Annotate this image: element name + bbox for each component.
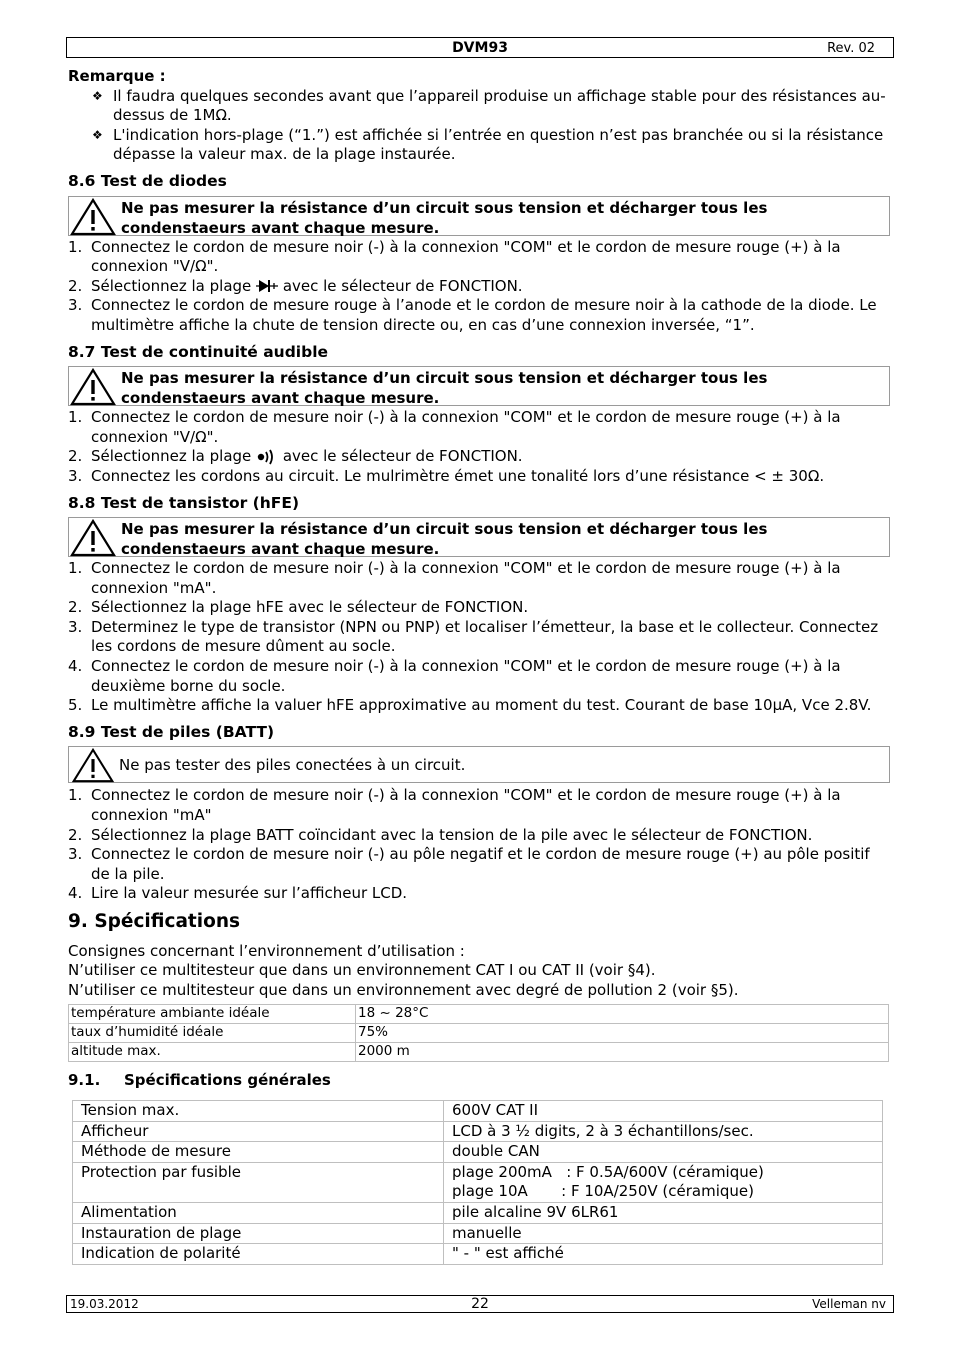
intro-line: N’utiliser ce multitesteur que dans un environnement CAT I ou CAT II (voir §4). [68, 961, 656, 980]
steps-list [68, 786, 890, 904]
warning-box [68, 517, 890, 557]
list-item: 4. Lire la valeur mesurée sur l’afficheur LCD. [68, 884, 408, 903]
table-row: Protection par fusible plage 200mA : F 0.5A/600V (céramique) plage 10A : F 10A/250V (céramique) [73, 1162, 883, 1202]
warning-box [68, 196, 890, 236]
list-item: 3. Determinez le type de transistor (NPN ou PNP) et localiser l’émetteur, la base et le collecteur. Connectez les cordons de mesure dûment au socle. [68, 617, 879, 656]
table-row: Afficheur LCD à 3 ½ digits, 2 à 3 échantillons/sec. [73, 1121, 883, 1142]
doc-title: DVM93 [452, 40, 508, 56]
remark-bullet: ❖ Il faudra quelques secondes avant que l’appareil produise un affichage stable pour des résistances au-dessus de 1MΩ. [92, 86, 886, 125]
table-row: altitude max. 2000 m [69, 1043, 889, 1062]
diamond-bullet-icon: ❖ [92, 88, 103, 103]
table-row: Instauration de plage manuelle [73, 1223, 883, 1244]
subsection-heading: 9.1. Spécifications générales [68, 1071, 331, 1090]
warning-box [68, 746, 890, 783]
page-header [66, 37, 894, 58]
table-row: Indication de polarité " - " est affiché [73, 1244, 883, 1265]
doc-revision: Rev. 02 [827, 41, 875, 56]
table-row: Tension max. 600V CAT II [73, 1100, 883, 1121]
warning-triangle-icon [69, 198, 117, 236]
remark-label: Remarque : [68, 67, 166, 85]
warning-triangle-icon [69, 519, 117, 557]
table-row: Méthode de mesure double CAN [73, 1142, 883, 1163]
warning-text: Ne pas mesurer la résistance d’un circuit sous tension et décharger tous les condenstaeurs avant chaque mesure. [121, 198, 768, 237]
list-item: 2. Sélectionnez la plage avec le sélecteur de FONCTION. [68, 276, 523, 295]
section-heading-transistor: 8.8 Test de tansistor (hFE) [68, 493, 300, 512]
list-item: 1. Connectez le cordon de mesure noir (-) à la connexion "COM" et le cordon de mesure rouge (+) à la connexion "V/Ω". [68, 237, 841, 276]
intro-line: Consignes concernant l’environnement d’utilisation : [68, 941, 465, 960]
list-item: 1. Connectez le cordon de mesure noir (-) à la connexion "COM" et le cordon de mesure rouge (+) à la connexion "mA" [68, 786, 841, 825]
page-number: 22 [471, 1296, 489, 1312]
list-item: 3. Connectez le cordon de mesure noir (-) au pôle negatif et le cordon de mesure rouge (+) au pôle positif de la pile. [68, 845, 870, 883]
diode-icon [256, 278, 278, 294]
section-heading-battery: 8.9 Test de piles (BATT) [68, 722, 275, 741]
environment-table [68, 1004, 889, 1062]
warning-box [68, 366, 890, 406]
buzzer-icon [256, 449, 278, 465]
page-content [68, 67, 890, 1265]
warning-text: Ne pas mesurer la résistance d’un circuit sous tension et décharger tous les condenstaeurs avant chaque mesure. [121, 520, 768, 559]
steps-list [68, 238, 890, 336]
section-heading-specifications: 9. Spécifications [68, 911, 241, 932]
specifications-table [72, 1100, 883, 1265]
diamond-bullet-icon: ❖ [92, 127, 103, 142]
list-item: 1. Connectez le cordon de mesure noir (-) à la connexion "COM" et le cordon de mesure rouge (+) à la connexion "V/Ω". [68, 408, 841, 446]
list-item: 2. Sélectionnez la plage hFE avec le sélecteur de FONCTION. [68, 598, 529, 617]
footer-company: Velleman nv [812, 1297, 886, 1311]
list-item: 3. Connectez le cordon de mesure rouge à l’anode et le cordon de mesure noir à la cathode de la diode. Le multimètre affiche la chute de tension directe ou, en cas d’une connexion inversée, “1”. [68, 296, 877, 334]
steps-list [68, 408, 890, 486]
warning-triangle-icon [69, 748, 117, 783]
list-item: 5. Le multimètre affiche la valuer hFE approximative au moment du test. Courant de base 10µA, Vce 2.8V. [68, 696, 872, 715]
list-item: 1. Connectez le cordon de mesure noir (-) à la connexion "COM" et le cordon de mesure rouge (+) à la connexion "mA". [68, 559, 841, 597]
steps-list [68, 559, 890, 716]
section-heading-continuity: 8.7 Test de continuité audible [68, 342, 329, 361]
table-row: Alimentation pile alcaline 9V 6LR61 [73, 1202, 883, 1223]
footer-date: 19.03.2012 [70, 1297, 139, 1311]
list-item: 4. Connectez le cordon de mesure noir (-) à la connexion "COM" et le cordon de mesure rouge (+) à la deuxième borne du socle. [68, 657, 841, 695]
remark-bullet: ❖ L'indication hors-plage (“1.”) est affichée si l’entrée en question n’est pas branchée ou si la résistance dépasse la valeur max. de la plage instaurée. [92, 125, 884, 164]
list-item: 3. Connectez les cordons au circuit. Le mulrimètre émet une tonalité lors d’une résistance < ± 30Ω. [68, 466, 825, 485]
warning-triangle-icon [69, 368, 117, 406]
list-item: 2. Sélectionnez la plage BATT coïncidant avec la tension de la pile avec le sélecteur de FONCTION. [68, 825, 813, 844]
page-footer [66, 1295, 894, 1313]
warning-text: Ne pas tester des piles conectées à un circuit. [119, 756, 466, 775]
warning-text: Ne pas mesurer la résistance d’un circuit sous tension et décharger tous les condenstaeurs avant chaque mesure. [121, 369, 768, 408]
table-row: température ambiante idéale 18 ~ 28°C [69, 1005, 889, 1024]
table-row: taux d’humidité idéale 75% [69, 1024, 889, 1043]
intro-line: N’utiliser ce multitesteur que dans un environnement avec degré de pollution 2 (voir §5). [68, 980, 739, 999]
section-heading-diodes: 8.6 Test de diodes [68, 171, 227, 190]
list-item: 2. Sélectionnez la plage avec le sélecteur de FONCTION. [68, 447, 523, 466]
